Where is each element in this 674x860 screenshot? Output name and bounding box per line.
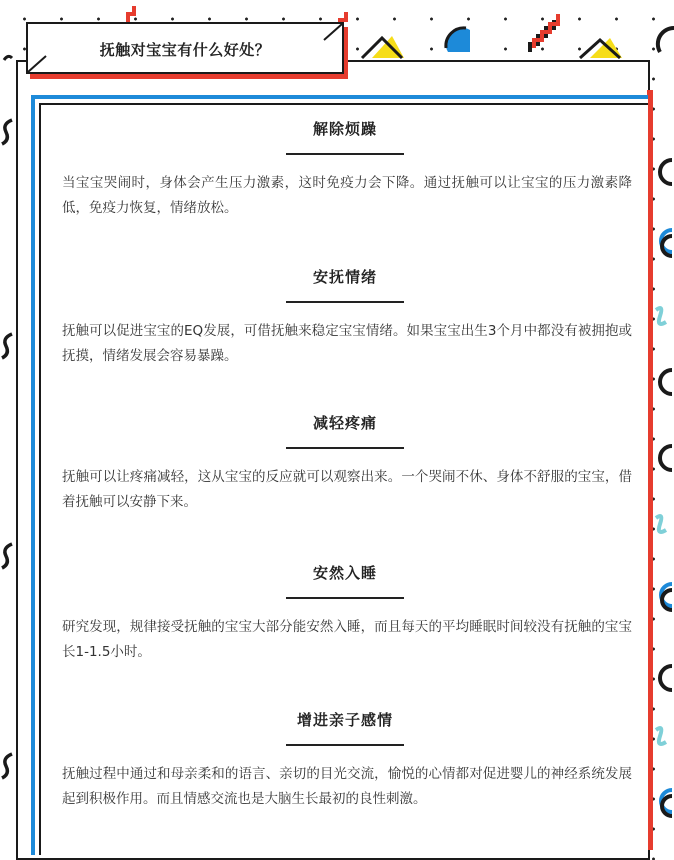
section-heading: 解除烦躁 bbox=[312, 120, 377, 138]
heading-underline bbox=[286, 597, 404, 599]
section-body: 当宝宝哭闹时，身体会产生压力激素，这时免疫力会下降。通过抚触可以让宝宝的压力激素降低，免疫力恢复，情绪放松。 bbox=[62, 175, 632, 216]
section-1 bbox=[50, 118, 640, 221]
section-body: 抚触可以让疼痛减轻，这从宝宝的反应就可以观察出来。一个哭闹不休、身体不舒服的宝宝，借着抚触可以安静下来。 bbox=[62, 469, 632, 510]
section-5 bbox=[50, 709, 640, 812]
section-heading: 增进亲子感情 bbox=[296, 711, 393, 729]
page-title: 抚触对宝宝有什么好处？ bbox=[99, 41, 271, 59]
section-4 bbox=[50, 562, 640, 665]
decorative-shapes-left bbox=[0, 110, 16, 844]
heading-underline bbox=[286, 301, 404, 303]
section-2 bbox=[50, 266, 640, 369]
section-body: 抚触过程中通过和母亲柔和的语言、亲切的目光交流，愉悦的心情都对促进婴儿的神经系统发展起到积极作用。而且情感交流也是大脑生长最初的良性刺激。 bbox=[62, 766, 632, 807]
heading-underline bbox=[286, 447, 404, 449]
section-3 bbox=[50, 412, 640, 515]
section-body: 抚触可以促进宝宝的EQ发展，可借抚触来稳定宝宝情绪。如果宝宝出生3个月中都没有被拥抱或抚摸，情绪发展会容易暴躁。 bbox=[62, 323, 632, 364]
heading-underline bbox=[286, 744, 404, 746]
section-heading: 减轻疼痛 bbox=[312, 414, 377, 432]
section-heading: 安然入睡 bbox=[312, 564, 377, 582]
heading-underline bbox=[286, 153, 404, 155]
decorative-shapes-right bbox=[652, 90, 674, 844]
section-body: 研究发现，规律接受抚触的宝宝大部分能安然入睡，而且每天的平均睡眠时间较没有抚触的宝宝长1-1.5小时。 bbox=[62, 619, 632, 660]
section-heading: 安抚情绪 bbox=[312, 268, 377, 286]
title-tag bbox=[26, 22, 344, 74]
